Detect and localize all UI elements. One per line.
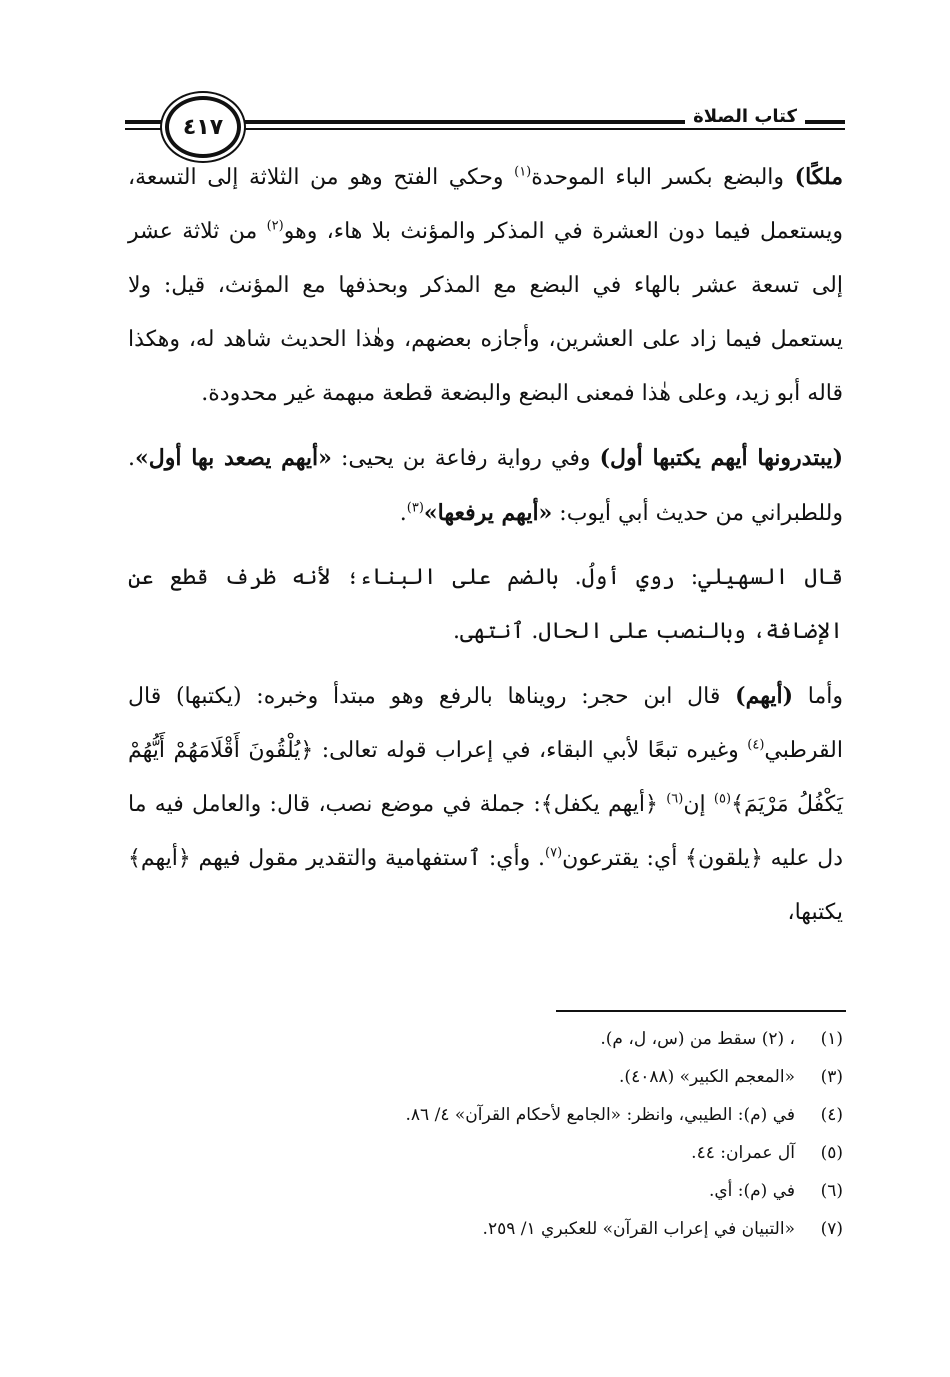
footnote-text: في (م): أي. [708,1181,795,1201]
footnote [128,1020,843,1058]
text-span: . [399,501,407,526]
footnote-ref: (٥) [713,791,732,807]
text-span: وحكي الفتح وهو من الثلاثة إلى التسعة، ويستعمل فيما دون العشرة في المذكر والمؤنث بلا هاء، وهو [128,165,843,244]
bold-term: (أيهم) [735,683,793,709]
text-span: من ثلاثة عشر إلى تسعة عشر بالهاء في البضع مع المذكر وبحذفها مع المؤنث، قيل: ولا يستعمل فيما زاد على العشرين، وأجازه بعضهم، وهٰذا الحديث شاهد له، وهكذا قاله أبو زيد، وعلى هٰذا فمعنى البضع والبضعة قطعة مبهمة غير محدودة. [128,219,843,406]
footnote [128,1210,843,1248]
paragraph-3 [128,551,843,659]
page-number: ٤١٧ [165,96,241,158]
footnote-text: في (م): الطيبي، وانظر: «الجامع لأحكام القرآن» ٤/ ٨٦. [405,1105,795,1125]
footnote-ref: (٢) [266,218,284,234]
footnote-text: ، (٢) سقط من (س، ل، م). [600,1029,795,1049]
footnote-text: «المعجم الكبير» (٤٠٨٨). [619,1067,795,1087]
footnote-number: (٣) [820,1067,843,1087]
footnote [128,1134,843,1172]
footnote [128,1096,843,1134]
text-span: قال ابن حجر: رويناها بالرفع وهو مبتدأ وخبره: (يكتبها) قال القرطبي [128,684,843,763]
text-span: . وللطبراني من حديث أبي أيوب: [128,446,843,526]
text-span: . وأي: ٱستفهامية والتقدير مقول فيهم ﴿أيهم﴾ يكتبها، [128,846,843,925]
footnote-ref: (١) [514,164,532,180]
paragraph-1 [128,150,843,421]
bold-quote: «أيهم يصعد بها أول» [135,445,332,471]
footnote-number: (٦) [820,1181,843,1201]
footnotes [128,1020,843,1248]
text-span: وأما [793,684,843,709]
footnote-ref: (٦) [666,791,684,807]
page-header [125,88,845,158]
text-span: وفي رواية رفاعة بن يحيى: [331,446,600,471]
footnote-text: «التبيان في إعراب القرآن» للعكبري ١/ ٢٥٩. [482,1219,795,1239]
footnote [128,1172,843,1210]
footnote-number: (٥) [820,1143,843,1163]
text-span: ﴿أيهم يكفل﴾: جملة في موضع نصب، قال: والعامل فيه ما دل عليه ﴿يلقون﴾ أي: يقترعون [128,792,843,871]
footnote-ref: (٣) [406,500,424,516]
running-title: كتاب الصلاة [685,106,805,127]
footnote-number: (١) [820,1029,843,1049]
bold-quote: «أيهم يرفعها» [423,500,553,526]
footnote-number: (٤) [820,1105,843,1125]
footnote-ref: (٤) [747,737,765,753]
bold-lead: (يبتدرونها أيهم يكتبها أول) [599,445,844,471]
bold-lead: ملكًا) [794,164,843,190]
paragraph-2 [128,431,843,541]
paragraph-4 [128,669,843,940]
text-span: وغيره تبعًا لأبي البقاء، في إعراب قوله تعالى: ﴿يُلْقُونَ أَقْلَامَهُمْ أَيُّهُمْ يَكْفُلُ مَرْيَمَ﴾ [128,738,844,817]
footnote [128,1058,843,1096]
footnote-separator [556,1010,846,1012]
text-span: والبضع بكسر الباء الموحدة [531,165,795,190]
footnote-number: (٧) [820,1219,843,1239]
main-text [128,150,843,950]
text-span: قال السهيلي: روي أولُ. بالضم على البناء؛ لأنه ظرف قطع عن الإضافة، وبالنصب على الحال. ٱنتهى. [128,565,843,644]
footnote-ref: (٧) [545,845,563,861]
footnote-text: آل عمران: ٤٤. [691,1143,795,1163]
text-span: إن [683,792,714,817]
